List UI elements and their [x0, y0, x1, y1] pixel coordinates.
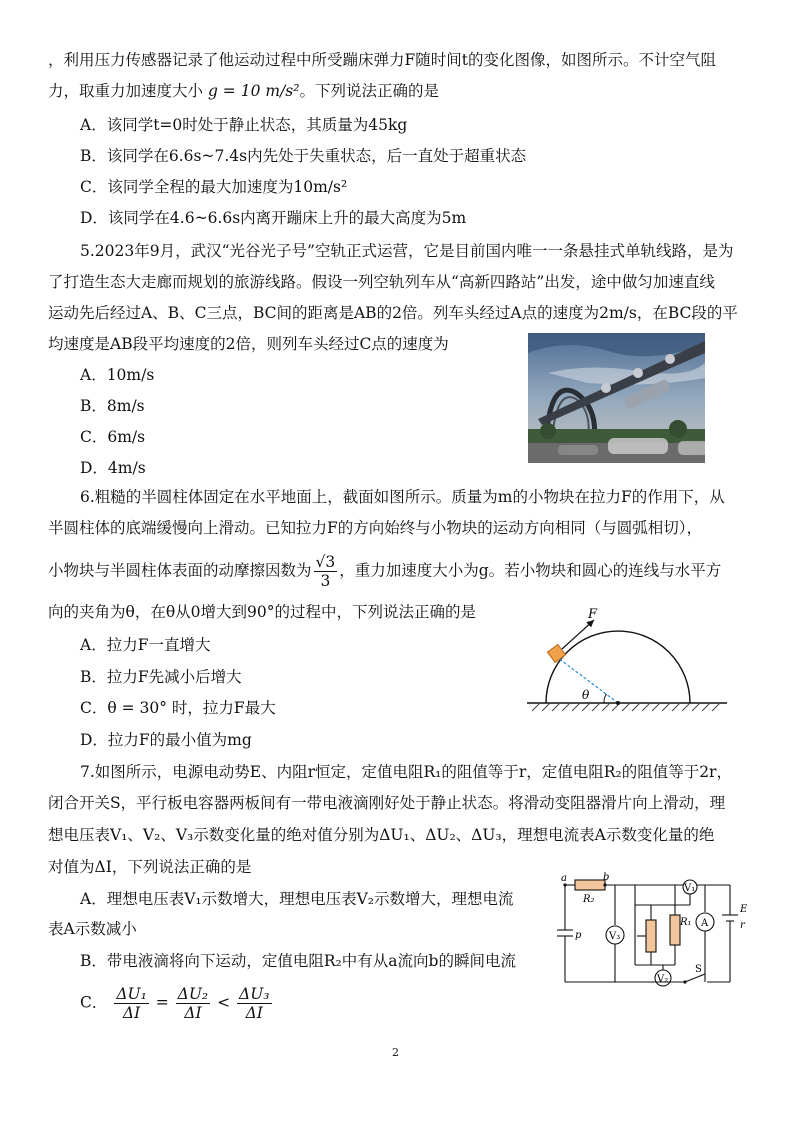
- q7-option-c: [80, 985, 274, 1022]
- ratio-u2: $\frac{\text{ΔU₂}}{\Delta I}$: [177, 985, 209, 1022]
- gravity-formula: g = 10 m/s²: [207, 82, 300, 100]
- q4-stem-text-b: 。下列说法正确的是: [299, 82, 439, 100]
- monorail-photo: [528, 333, 705, 463]
- ratio-u1: $\frac{\text{ΔU₁}}{\Delta I}$: [116, 985, 147, 1022]
- switch-label: S: [695, 964, 702, 975]
- block: [547, 644, 565, 662]
- q6-option-a: A．拉力F一直增大: [80, 636, 211, 654]
- q4-stem-line1: ，利用压力传感器记录了他运动过程中所受蹦床弹力F随时间t的变化图像，如图所示。不计空气阻: [48, 51, 716, 69]
- q6-stem-line4: 向的夹角为θ，在θ从0增大到90°的过程中，下列说法正确的是: [48, 603, 477, 621]
- q6-option-c: C．θ = 30° 时，拉力F最大: [80, 699, 276, 717]
- ammeter-label: A: [701, 918, 709, 929]
- friction-numerator: √3: [315, 553, 336, 571]
- angle-arc: [604, 694, 607, 703]
- q6-stem-line3: [48, 553, 721, 590]
- q7-stem-line3: 想电压表V₁、V₂、V₃示数变化量的绝对值分别为ΔU₁、ΔU₂、ΔU₃，理想电流表A示数变化量的绝: [48, 826, 715, 844]
- q4-option-b: B．该同学在6.6s~7.4s内先处于失重状态，后一直处于超重状态: [80, 147, 527, 165]
- v3-label: V₃: [609, 931, 621, 942]
- q5-option-c: C．6m/s: [80, 428, 146, 446]
- q6-stem-line1: 6.粗糙的半圆柱体固定在水平地面上，截面如图所示。质量为m的小物块在拉力F的作用下，从: [80, 488, 725, 506]
- q6-stem-line2: 半圆柱体的底端缓慢向上滑动。已知拉力F的方向始终与小物块的运动方向相同（与圆弧相切），: [48, 519, 703, 537]
- friction-coefficient-fraction: [314, 553, 338, 590]
- semicylinder-diagram: [522, 603, 732, 723]
- center-point: [616, 701, 620, 705]
- force-label: F: [588, 607, 598, 622]
- q4-option-c: C．该同学全程的最大加速度为10m/s²: [80, 178, 348, 196]
- q7-option-a-line1: A．理想电压表V₁示数增大，理想电压表V₂示数增大，理想电流: [80, 890, 514, 908]
- resistor-r1: [670, 915, 680, 945]
- v2-label: V₂: [657, 974, 669, 985]
- q4-stem-line2: [48, 80, 439, 102]
- force-arrow: [562, 620, 594, 649]
- option-c-prefix: C．: [80, 993, 108, 1012]
- node-b-label: b: [603, 872, 610, 883]
- less-than-sign: <: [217, 993, 231, 1012]
- friction-denominator: 3: [320, 572, 331, 590]
- theta-label: θ: [582, 688, 590, 702]
- q5-option-b: B．8m/s: [80, 397, 145, 415]
- q4-option-d: D．该同学在4.6~6.6s内离开蹦床上升的最大高度为5m: [80, 209, 467, 227]
- q6-option-d: D．拉力F的最小值为mg: [80, 731, 252, 749]
- node-a-label: a: [561, 873, 567, 884]
- page-number: 2: [392, 1046, 399, 1059]
- q5-stem-line4: 均速度是AB段平均速度的2倍，则列车头经过C点的速度为: [48, 335, 449, 353]
- p-label: p: [575, 930, 582, 941]
- internal-r-label: r: [740, 920, 745, 931]
- q7-option-a-line2: 表A示数减小: [48, 920, 137, 938]
- q7-stem-line4: 对值为ΔI，下列说法正确的是: [48, 858, 252, 876]
- q7-stem-line2: 闭合开关S，平行板电容器两板间有一带电液滴刚好处于静止状态。将滑动变阻器滑片向上滑动，理: [48, 794, 726, 812]
- q6-option-b: B．拉力F先减小后增大: [80, 668, 242, 686]
- q5-stem-line2: 了打造生态大走廊而规划的旅游线路。假设一列空轨列车从“高新四路站”出发，途中做匀加速直线: [48, 273, 715, 291]
- q6-stem-text-a: 小物块与半圆柱体表面的动摩擦因数为: [48, 561, 312, 580]
- q4-stem-text-a: 力，取重力加速度大小: [48, 82, 204, 100]
- ground-hatching: [532, 703, 720, 711]
- q5-stem-line3: 运动先后经过A、B、C三点，BC间的距离是AB的2倍。列车头经过A点的速度为2m/s，在BC段的平: [48, 304, 738, 322]
- r1-label: R₁: [680, 917, 692, 928]
- circuit-diagram: [545, 870, 760, 995]
- rheostat: [646, 920, 656, 952]
- equals-sign: =: [155, 993, 169, 1012]
- q5-option-d: D．4m/s: [80, 459, 146, 477]
- q4-option-a: A．该同学t=0时处于静止状态，其质量为45kg: [80, 116, 408, 134]
- q7-option-b: B．带电液滴将向下运动，定值电阻R₂中有从a流向b的瞬间电流: [80, 952, 516, 970]
- semicircle-arc: [546, 631, 690, 703]
- q5-stem-line1: 5.2023年9月，武汉“光谷光子号”空轨正式运营，它是目前国内唯一一条悬挂式单轨线路，是为: [80, 242, 734, 260]
- v1-label: V₁: [684, 883, 696, 894]
- emf-label: E: [740, 904, 748, 915]
- r2-label: R₂: [583, 894, 595, 905]
- resistor-r2: [575, 880, 605, 890]
- q7-stem-line1: 7.如图所示，电源电动势E、内阻r恒定，定值电阻R₁的阻值等于r，定值电阻R₂的阻值等于2r，: [80, 763, 732, 781]
- ratio-u3: $\frac{\text{ΔU₃}}{\Delta I}$: [239, 985, 270, 1022]
- q5-option-a: A．10m/s: [80, 366, 155, 384]
- q6-stem-text-b: ，重力加速度大小为g。若小物块和圆心的连线与水平方: [339, 561, 722, 580]
